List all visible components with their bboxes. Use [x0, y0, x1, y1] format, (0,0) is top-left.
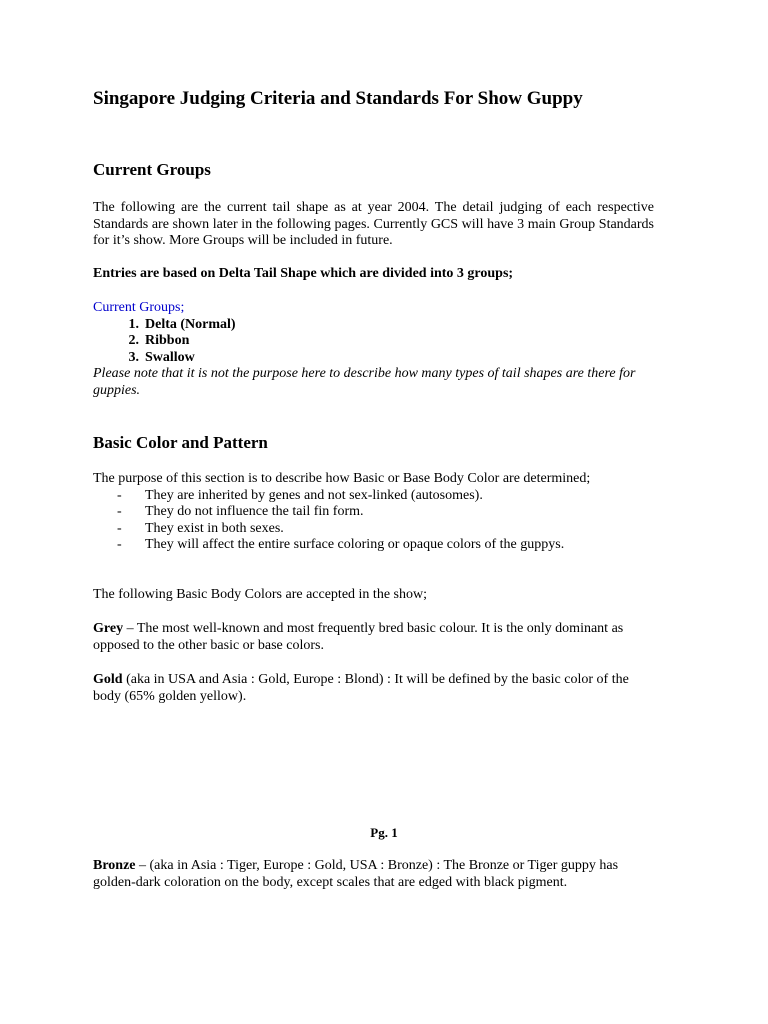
list-item — [93, 521, 654, 538]
gold-paragraph — [93, 672, 654, 705]
list-item-text: They will affect the entire surface coloring or opaque colors of the guppys. — [145, 537, 565, 552]
dash-bullet: - — [117, 487, 122, 503]
list-item — [93, 350, 654, 367]
list-item-number: 1. — [128, 316, 139, 332]
list-item-label: Ribbon — [145, 333, 190, 348]
bronze-term: Bronze — [93, 858, 136, 873]
dash-bullet: - — [117, 520, 122, 536]
list-item-number: 3. — [128, 349, 139, 365]
list-item — [93, 317, 654, 334]
list-item — [93, 488, 654, 505]
page-number: Pg. 1 — [370, 825, 398, 840]
list-item-label: Swallow — [145, 349, 195, 365]
bronze-description: – (aka in Asia : Tiger, Europe : Gold, USA : Bronze) : The Bronze or Tiger guppy has golden-dark coloration on the body, except scales that are edged with black pigment. — [93, 858, 619, 890]
basic-color-intro: The purpose of this section is to describe how Basic or Base Body Color are determined; — [93, 471, 591, 486]
dash-bullet: - — [117, 537, 122, 552]
grey-paragraph — [93, 621, 654, 654]
grey-term: Grey — [93, 621, 124, 636]
basic-color-points — [93, 488, 654, 554]
list-item-number: 2. — [128, 333, 139, 348]
dash-bullet: - — [117, 504, 122, 519]
bronze-paragraph — [93, 858, 654, 891]
current-groups-intro: The following are the current tail shape as at year 2004. The detail judging of each respective Standards are shown later in the following pages. Currently GCS will have 3 main Group Standards for it’s show. More Groups will be included in future. — [93, 200, 654, 248]
list-item — [93, 537, 654, 554]
list-item — [93, 504, 654, 521]
accepted-colors-intro: The following Basic Body Colors are accepted in the show; — [93, 587, 427, 602]
page-title: Singapore Judging Criteria and Standards For Show Guppy — [93, 88, 583, 109]
groups-block — [93, 300, 654, 399]
basic-color-block — [93, 471, 654, 554]
section-heading-current-groups: Current Groups — [93, 160, 211, 179]
list-item-text: They are inherited by genes and not sex-linked (autosomes). — [145, 487, 483, 503]
section-heading-basic-color: Basic Color and Pattern — [93, 433, 268, 452]
list-item-text: They exist in both sexes. — [145, 520, 284, 536]
gold-term: Gold — [93, 672, 123, 687]
groups-list — [93, 317, 654, 367]
gold-description: (aka in USA and Asia : Gold, Europe : Blond) : It will be defined by the basic color of the body (65% golden yellow). — [93, 672, 629, 704]
tail-shapes-note: Please note that it is not the purpose here to describe how many types of tail shapes are there for guppies. — [93, 366, 636, 398]
list-item-label: Delta (Normal) — [145, 316, 236, 332]
list-item-text: They do not influence the tail fin form. — [145, 504, 364, 519]
entries-note: Entries are based on Delta Tail Shape which are divided into 3 groups; — [93, 266, 514, 281]
grey-description: – The most well-known and most frequently bred basic colour. It is the only dominant as opposed to the other basic or base colors. — [93, 621, 624, 653]
list-item — [93, 333, 654, 350]
groups-list-label: Current Groups; — [93, 300, 185, 315]
